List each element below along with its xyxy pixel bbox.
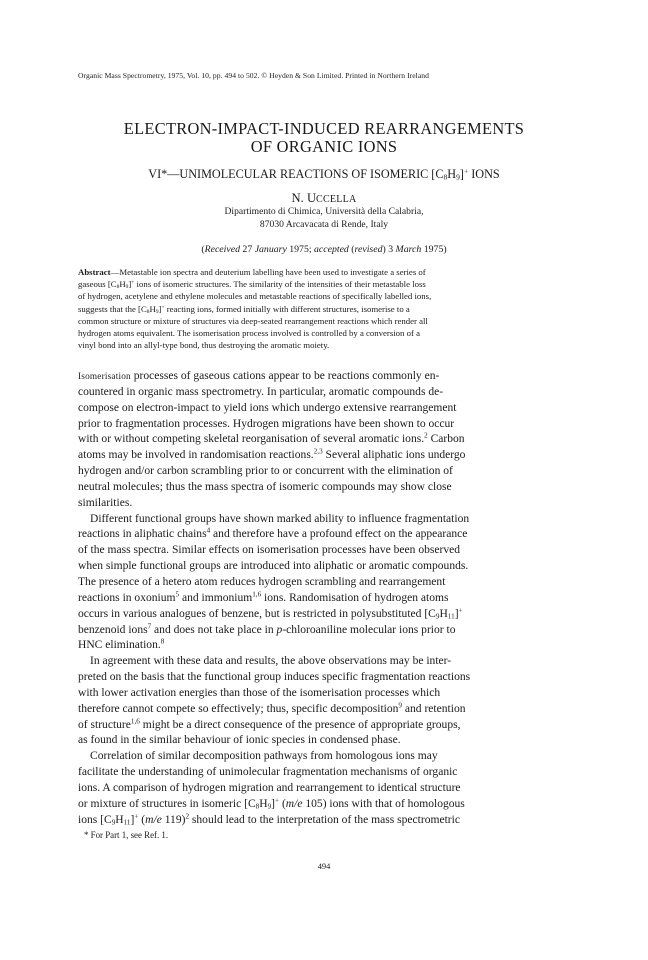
abstract-line xyxy=(78,303,574,315)
body-fragment: should lead to the interpretation of the mass spectrometric xyxy=(189,813,460,826)
body-line xyxy=(78,702,578,718)
citation-ref: 2 xyxy=(185,812,190,821)
running-head xyxy=(78,71,578,80)
subscript: 9 xyxy=(435,612,440,621)
abstract-line: of hydrogen, acetylene and ethylene molecules and metastable reactions of specifically labelled ions, xyxy=(78,291,432,302)
revised-label: revised xyxy=(354,244,383,255)
abstract-label: Abstract xyxy=(78,267,111,277)
subtitle-text: H xyxy=(447,167,457,181)
italic-p: p xyxy=(276,623,283,636)
body-line xyxy=(78,527,578,543)
citation-ref: 1,6 xyxy=(252,590,262,599)
body-fragment: and immonium xyxy=(179,591,253,604)
body-fragment: or mixture of structures in isomeric [C xyxy=(78,797,256,810)
superscript: + xyxy=(134,812,139,821)
body-fragment: ] xyxy=(271,797,276,810)
date-text: 1975 xyxy=(421,244,444,255)
body-line xyxy=(78,638,578,654)
abstract xyxy=(78,266,574,351)
abstract-line: common structure or mixture of structures via deep-seated rearrangement reactions which render all xyxy=(78,315,428,326)
citation-ref: 1,6 xyxy=(130,717,140,726)
body-fragment: of structure xyxy=(78,718,131,731)
body-fragment: H xyxy=(115,813,124,826)
body-fragment: ( xyxy=(138,813,146,826)
subscript: 9 xyxy=(155,308,159,315)
body-line xyxy=(78,797,578,813)
body-line: prior to fragmentation processes. Hydrogen migrations have been shown to occur xyxy=(78,417,455,430)
abstract-text: H xyxy=(119,279,126,290)
body-fragment: H xyxy=(259,797,268,810)
abstract-line: vinyl bond into an allyl-type bond, thus destroying the aromatic moiety. xyxy=(78,340,330,351)
body-line: similarities. xyxy=(78,496,133,509)
body-line: as found in the similar behaviour of ionic species in condensed phase. xyxy=(78,734,401,747)
body-fragment: with or without competing skeletal reorganisation of several aromatic ions. xyxy=(78,433,425,446)
author-initial: N. U xyxy=(291,191,317,205)
body-line xyxy=(78,623,578,639)
body-fragment: ] xyxy=(454,607,459,620)
body-line: Different functional groups have shown marked ability to influence fragmentation xyxy=(90,512,470,525)
citation-ref: 2 xyxy=(424,431,428,440)
body-fragment: ] xyxy=(130,813,135,826)
body-fragment: ions. Randomisation of hydrogen atoms xyxy=(261,591,449,604)
body-line: The presence of a hetero atom reduces hydrogen scrambling and rearrangement xyxy=(78,575,446,588)
abstract-text: ions of isomeric structures. The similarity of the intensities of their metastable loss xyxy=(134,279,426,290)
citation-ref: 5 xyxy=(175,590,180,599)
printed-notice: Printed in Northern Ireland xyxy=(345,71,429,80)
body-fragment: ( xyxy=(279,797,286,810)
publisher-notice: © Heyden & Son Limited. xyxy=(261,71,344,80)
body-text xyxy=(78,369,578,828)
body-fragment: occurs in various analogues of benzene, but is restricted in polysubstituted [C xyxy=(78,607,436,620)
date-text: 3 xyxy=(385,244,396,255)
subscript: 9 xyxy=(125,284,129,291)
article-subtitle xyxy=(0,167,648,182)
body-fragment: and therefore have a profound effect on the appearance xyxy=(210,528,468,541)
superscript: + xyxy=(275,796,280,805)
citation-ref: 4 xyxy=(206,527,211,535)
body-fragment: reactions in oxonium xyxy=(78,591,176,604)
abstract-text: H xyxy=(149,303,156,314)
subscript: 11 xyxy=(447,612,455,621)
lead-word: Isomerisation xyxy=(78,371,131,381)
journal-citation: Organic Mass Spectrometry, 1975, Vol. 10, pp. 494 to 502. xyxy=(78,71,260,80)
body-fragment: ions [C xyxy=(78,813,112,826)
abstract-text: reacting ions, formed initially with different structures, isomerise to a xyxy=(164,303,410,314)
body-line: when simple functional groups are introduced into aliphatic or aromatic compounds. xyxy=(78,560,469,573)
affiliation-department: Dipartimento di Chimica, Università della Calabria, xyxy=(224,206,424,217)
body-line: hydrogen and/or carbon scrambling prior to or concurrent with the elimination of xyxy=(78,465,453,478)
abstract-line xyxy=(78,278,574,290)
subscript: 9 xyxy=(456,172,460,182)
date-text: 27 xyxy=(239,244,255,255)
body-line xyxy=(78,591,578,607)
subtitle-text: VI*—UNIMOLECULAR REACTIONS OF ISOMERIC [C xyxy=(148,167,444,181)
body-line xyxy=(78,607,578,623)
abstract-text: —Metastable ion spectra and deuterium labelling have been used to investigate a series of xyxy=(110,267,426,277)
author-affiliation xyxy=(0,206,648,231)
superscript: + xyxy=(463,166,469,176)
body-fragment: might be a direct consequence of the presence of appropriate groups, xyxy=(139,718,461,731)
body-fragment: benzenoid ions xyxy=(78,623,148,636)
body-line xyxy=(78,369,578,385)
subscript: 8 xyxy=(116,284,120,291)
body-line: neutral molecules; thus the mass spectra of isomeric compounds may show close xyxy=(78,480,452,493)
body-fragment: -chloroaniline molecular ions prior to xyxy=(282,623,456,636)
superscript: + xyxy=(458,606,463,615)
body-line: In agreement with these data and results, the above observations may be inter- xyxy=(90,655,452,668)
citation-ref: 8 xyxy=(160,637,165,646)
body-line: ions. A comparison of hydrogen migration and rearrangement to identical structure xyxy=(78,781,461,794)
body-fragment: Several aliphatic ions undergo xyxy=(322,449,466,462)
body-fragment: reactions in aliphatic chains xyxy=(78,528,207,541)
body-line: Correlation of similar decomposition pathways from homologous ions may xyxy=(90,750,438,763)
footnote: * For Part 1, see Ref. 1. xyxy=(84,830,169,840)
title-line-2: OF ORGANIC IONS xyxy=(250,137,398,156)
body-line: compose on electron-impact to yield ions which undergo extensive rearrangement xyxy=(78,401,457,414)
subscript: 8 xyxy=(255,802,260,811)
superscript: + xyxy=(161,304,165,311)
body-fragment: therefore cannot compete so effectively; thus, specific decomposition xyxy=(78,702,399,715)
body-fragment: processes of gaseous cations appear to be reactions commonly en- xyxy=(130,370,440,382)
body-fragment: H xyxy=(439,607,448,620)
subscript: 9 xyxy=(267,802,272,811)
body-line xyxy=(78,448,578,464)
citation-ref: 2,3 xyxy=(313,447,323,456)
body-fragment: 119) xyxy=(161,813,186,826)
title-line-1: ELECTRON-IMPACT-INDUCED REARRANGEMENTS xyxy=(123,119,525,138)
body-line: countered in organic mass spectrometry. In particular, aromatic compounds de- xyxy=(78,385,444,398)
abstract-text: ] xyxy=(128,279,132,290)
author-name xyxy=(0,191,648,206)
body-line: preted on the basis that the functional group induces specific fragmentation reactions xyxy=(78,671,471,684)
date-text: 1975; xyxy=(286,244,315,255)
superscript: + xyxy=(131,279,135,286)
body-fragment: HNC elimination. xyxy=(78,639,161,652)
body-line: with lower activation energies than those of the isomerisation processes which xyxy=(78,686,441,699)
subscript: 9 xyxy=(111,818,116,827)
body-line: of the mass spectra. Similar effects on isomerisation processes have been observed xyxy=(78,544,460,557)
citation-ref: 7 xyxy=(147,622,152,631)
subscript: 11 xyxy=(123,818,131,827)
italic-me: m/e xyxy=(145,813,162,826)
body-fragment: atoms may be involved in randomisation reactions. xyxy=(78,449,314,462)
affiliation-address: 87030 Arcavacata di Rende, Italy xyxy=(259,218,389,230)
abstract-text: suggests that the [C xyxy=(78,303,147,314)
body-line xyxy=(78,718,578,734)
abstract-text: ] xyxy=(158,303,162,314)
subtitle-text: ] xyxy=(459,167,464,181)
body-fragment: 105) ions with that of homologous xyxy=(302,797,465,810)
body-line: facilitate the understanding of unimolecular fragmentation mechanisms of organic xyxy=(78,766,458,779)
date-month: January xyxy=(254,244,287,255)
body-fragment: Carbon xyxy=(427,433,465,446)
body-line xyxy=(78,813,578,829)
subtitle-text: IONS xyxy=(468,167,500,181)
accepted-label: accepted xyxy=(314,244,349,255)
page-number: 494 xyxy=(317,862,331,871)
received-dates: (Received 27 January 1975; accepted (revised) 3 March 1975) xyxy=(201,244,447,255)
author-surname: CCELLA xyxy=(316,194,357,205)
received-label: Received xyxy=(204,244,240,255)
subscript: 8 xyxy=(443,172,448,182)
abstract-line: hydrogen atoms equivalent. The isomerisation process involved is controlled by a conversion of a xyxy=(78,328,420,339)
citation-ref: 9 xyxy=(398,701,402,710)
body-line xyxy=(78,432,578,448)
abstract-line xyxy=(78,266,574,278)
body-fragment: and retention xyxy=(402,702,466,715)
article-title xyxy=(0,120,648,156)
abstract-text: gaseous [C xyxy=(78,279,117,290)
body-fragment: and does not take place in xyxy=(151,623,277,636)
subscript: 8 xyxy=(146,308,150,315)
date-month: March xyxy=(395,244,422,255)
italic-me: m/e xyxy=(285,797,303,810)
